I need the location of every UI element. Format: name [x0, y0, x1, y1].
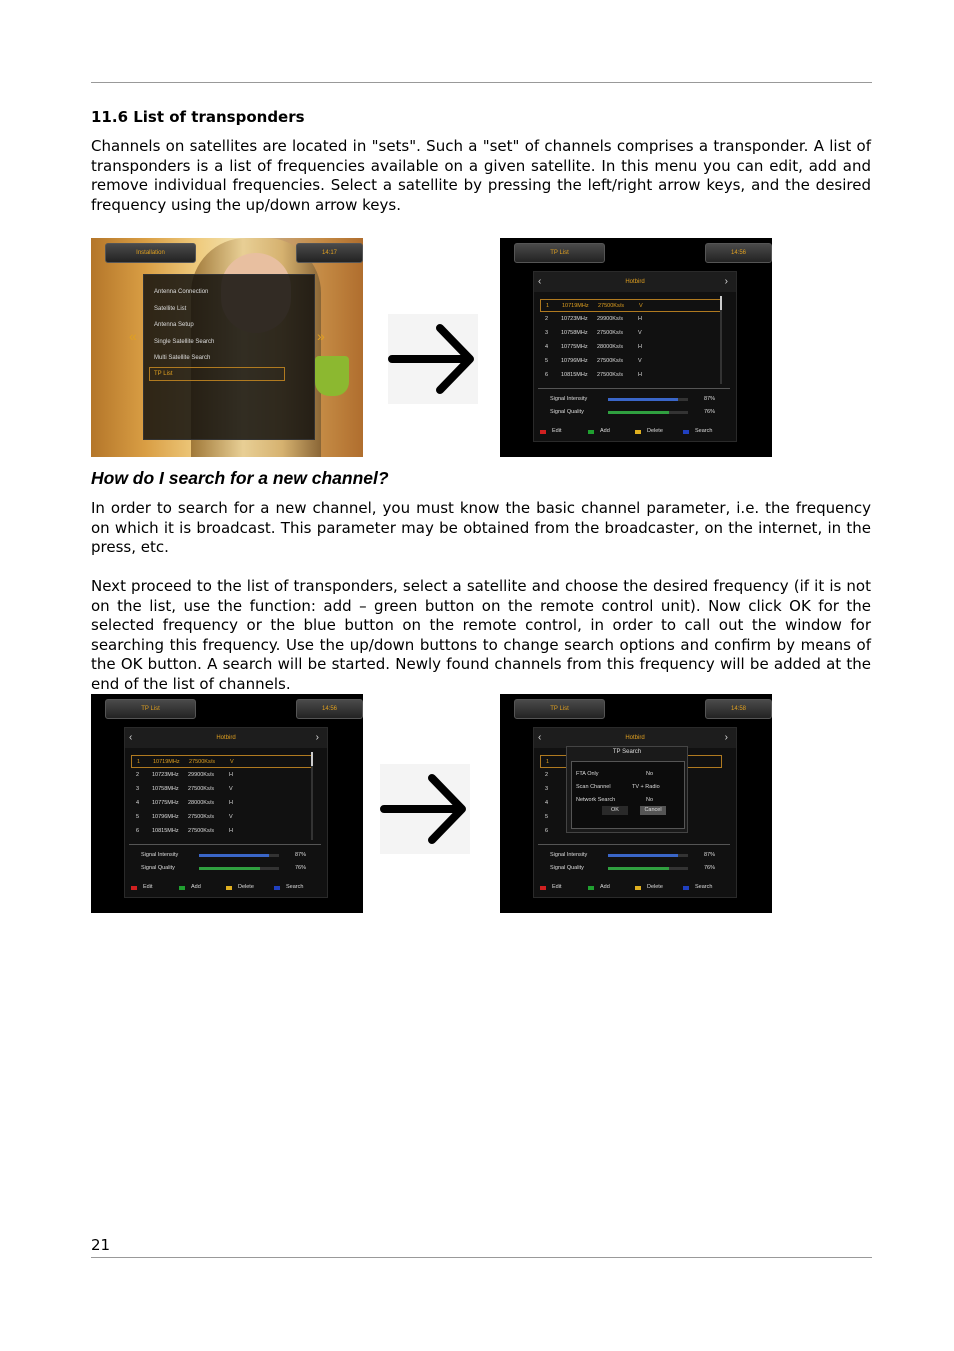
signal-intensity-label: Signal Intensity [550, 396, 588, 402]
installation-screenshot [91, 238, 363, 457]
tp-list-header: TP List [514, 243, 605, 263]
tp-list-screenshot-2 [91, 694, 363, 913]
search-label[interactable]: Search [286, 884, 304, 890]
installation-header: Installation [105, 243, 196, 263]
signal-quality-label: Signal Quality [141, 865, 175, 871]
signal-quality-bar [608, 867, 688, 870]
page-number: 21 [91, 1236, 111, 1254]
signal-quality-label: Signal Quality [550, 409, 584, 415]
cancel-button[interactable]: Cancel [640, 806, 666, 815]
signal-quality-value: 76% [704, 409, 716, 415]
chevron-left-icon[interactable]: ‹ [129, 732, 133, 743]
signal-quality-value: 76% [704, 865, 716, 871]
signal-intensity-label: Signal Intensity [141, 852, 179, 858]
blue-key-icon [274, 886, 280, 890]
tp-row[interactable]: 1 10719MHz 27500Ks/s V [131, 755, 313, 768]
signal-intensity-value: 87% [295, 852, 307, 858]
signal-intensity-bar [199, 854, 279, 857]
section-title: 11.6 List of transponders [91, 108, 305, 126]
menu-item-tp-list[interactable]: TP List [149, 367, 285, 381]
tp-list-screenshot [500, 238, 772, 457]
network-search-label[interactable]: Network Search [576, 797, 616, 803]
signal-intensity-label: Signal Intensity [550, 852, 588, 858]
chevron-right-icon[interactable]: › [724, 276, 728, 287]
menu-item-antenna-connection[interactable]: Antenna Connection [154, 289, 209, 295]
tp-row[interactable]: 3 [545, 786, 549, 792]
arrow-right-icon [388, 314, 478, 404]
chevron-left-icon[interactable]: ‹ [538, 732, 542, 743]
edit-label[interactable]: Edit [143, 884, 153, 890]
tp-search-title: TP Search [612, 749, 642, 755]
scrollbar[interactable] [311, 752, 313, 840]
installation-menu [143, 274, 315, 440]
search-label[interactable]: Search [695, 884, 713, 890]
add-label[interactable]: Add [191, 884, 201, 890]
tp-list-header: TP List [105, 699, 196, 719]
scan-channel-label[interactable]: Scan Channel [576, 784, 611, 790]
search-label[interactable]: Search [695, 428, 713, 434]
faq-paragraph-1: In order to search for a new channel, you must know the basic channel parameter, i.e. the frequency on which it is broadcast. This parameter may be obtained from the broadcaster, on the internet, in the press, etc. [91, 499, 871, 556]
tp-row[interactable]: 6 10815MHz 27500Ks/s H [136, 828, 233, 834]
faq-heading: How do I search for a new channel? [91, 468, 389, 488]
signal-intensity-bar [608, 398, 688, 401]
tp-row[interactable]: 2 10723MHz 29900Ks/s H [136, 772, 233, 778]
tp-search-screenshot [500, 694, 772, 913]
tp-row[interactable]: 2 [545, 772, 549, 778]
delete-label[interactable]: Delete [647, 428, 663, 434]
tp-row[interactable]: 6 [545, 828, 549, 834]
blue-key-icon [683, 886, 689, 890]
green-key-icon [588, 430, 594, 434]
menu-item-antenna-setup[interactable]: Antenna Setup [154, 322, 194, 328]
yellow-key-icon [226, 886, 232, 890]
satellite-name: Hotbird [125, 728, 327, 748]
delete-label[interactable]: Delete [238, 884, 254, 890]
ok-button[interactable]: OK [602, 806, 628, 815]
tp-row[interactable]: 5 [545, 814, 549, 820]
signal-quality-bar [608, 411, 688, 414]
tp-row[interactable]: 1 10719MHz 27500Ks/s V [540, 299, 722, 312]
scrollbar[interactable] [720, 296, 722, 384]
signal-quality-bar [199, 867, 279, 870]
tp-row[interactable]: 4 10775MHz 28000Ks/s H [136, 800, 233, 806]
signal-intensity-value: 87% [704, 852, 716, 858]
tp-list-panel [124, 727, 328, 898]
satellite-name: Hotbird [534, 272, 736, 292]
tp-list-panel [533, 271, 737, 442]
signal-quality-label: Signal Quality [550, 865, 584, 871]
green-key-icon [179, 886, 185, 890]
arrow-right-icon [380, 764, 470, 854]
tp-list-time: 14:56 [296, 699, 363, 719]
tp-list-time: 14:58 [705, 699, 772, 719]
red-key-icon [131, 886, 137, 890]
tp-row[interactable]: 3 10758MHz 27500Ks/s V [136, 786, 233, 792]
red-key-icon [540, 886, 546, 890]
tp-row[interactable]: 5 10796MHz 27500Ks/s V [545, 358, 642, 364]
chevron-right-icon[interactable]: › [315, 732, 319, 743]
chevron-right-icon[interactable]: › [724, 732, 728, 743]
section-body: Channels on satellites are located in "sets". Such a "set" of channels comprises a transponder. A list of transponders is a list of frequencies available on a given satellite. In this menu you can edit, add and remove individual frequencies. Select a satellite by pressing the left/right arrow keys, and the desired frequency using the up/down arrow keys. [91, 137, 871, 214]
delete-label[interactable]: Delete [647, 884, 663, 890]
signal-intensity-value: 87% [704, 396, 716, 402]
satellite-name: Hotbird [534, 728, 736, 748]
menu-item-multi-satellite-search[interactable]: Multi Satellite Search [154, 355, 211, 361]
bottom-rule [91, 1257, 872, 1258]
yellow-key-icon [635, 886, 641, 890]
edit-label[interactable]: Edit [552, 884, 562, 890]
fta-only-value[interactable]: No [646, 771, 654, 777]
chevron-left-icon: « [129, 328, 137, 344]
add-label[interactable]: Add [600, 884, 610, 890]
tp-row[interactable]: 4 10775MHz 28000Ks/s H [545, 344, 642, 350]
faq-paragraph-2: Next proceed to the list of transponders, select a satellite and choose the desired frequency (if it is not on the list, use the function: add – green button on the remote control unit). Now click OK for the selected frequency or the blue button on the remote control, in order to call out the window for searching this frequency. Use the up/down buttons to change search options and confirm by means of the OK button. A search will be started. Newly found channels from this frequency will be added at the end of the list of channels. [91, 577, 871, 693]
yellow-key-icon [635, 430, 641, 434]
tp-row[interactable]: 4 [545, 800, 549, 806]
add-label[interactable]: Add [600, 428, 610, 434]
menu-item-single-satellite-search[interactable]: Single Satellite Search [154, 339, 215, 345]
tp-search-dialog [566, 746, 688, 833]
green-key-icon [588, 886, 594, 890]
fta-only-label[interactable]: FTA Only [576, 771, 599, 777]
scan-channel-value[interactable]: TV + Radio [632, 784, 660, 790]
tp-row[interactable]: 3 10758MHz 27500Ks/s V [545, 330, 642, 336]
network-search-value[interactable]: No [646, 797, 654, 803]
chevron-left-icon[interactable]: ‹ [538, 276, 542, 287]
signal-quality-value: 76% [295, 865, 307, 871]
tp-list-header: TP List [514, 699, 605, 719]
top-rule [91, 82, 872, 83]
tp-row[interactable]: 1 [540, 755, 722, 768]
blue-key-icon [683, 430, 689, 434]
tp-row[interactable]: 6 10815MHz 27500Ks/s H [545, 372, 642, 378]
installation-time: 14:17 [296, 243, 363, 263]
signal-intensity-bar [608, 854, 688, 857]
tp-row[interactable]: 5 10796MHz 27500Ks/s V [136, 814, 233, 820]
chevron-right-icon: » [317, 328, 325, 344]
edit-label[interactable]: Edit [552, 428, 562, 434]
menu-item-satellite-list[interactable]: Satellite List [154, 306, 187, 312]
red-key-icon [540, 430, 546, 434]
tp-row[interactable]: 2 10723MHz 29900Ks/s H [545, 316, 642, 322]
tp-list-time: 14:56 [705, 243, 772, 263]
